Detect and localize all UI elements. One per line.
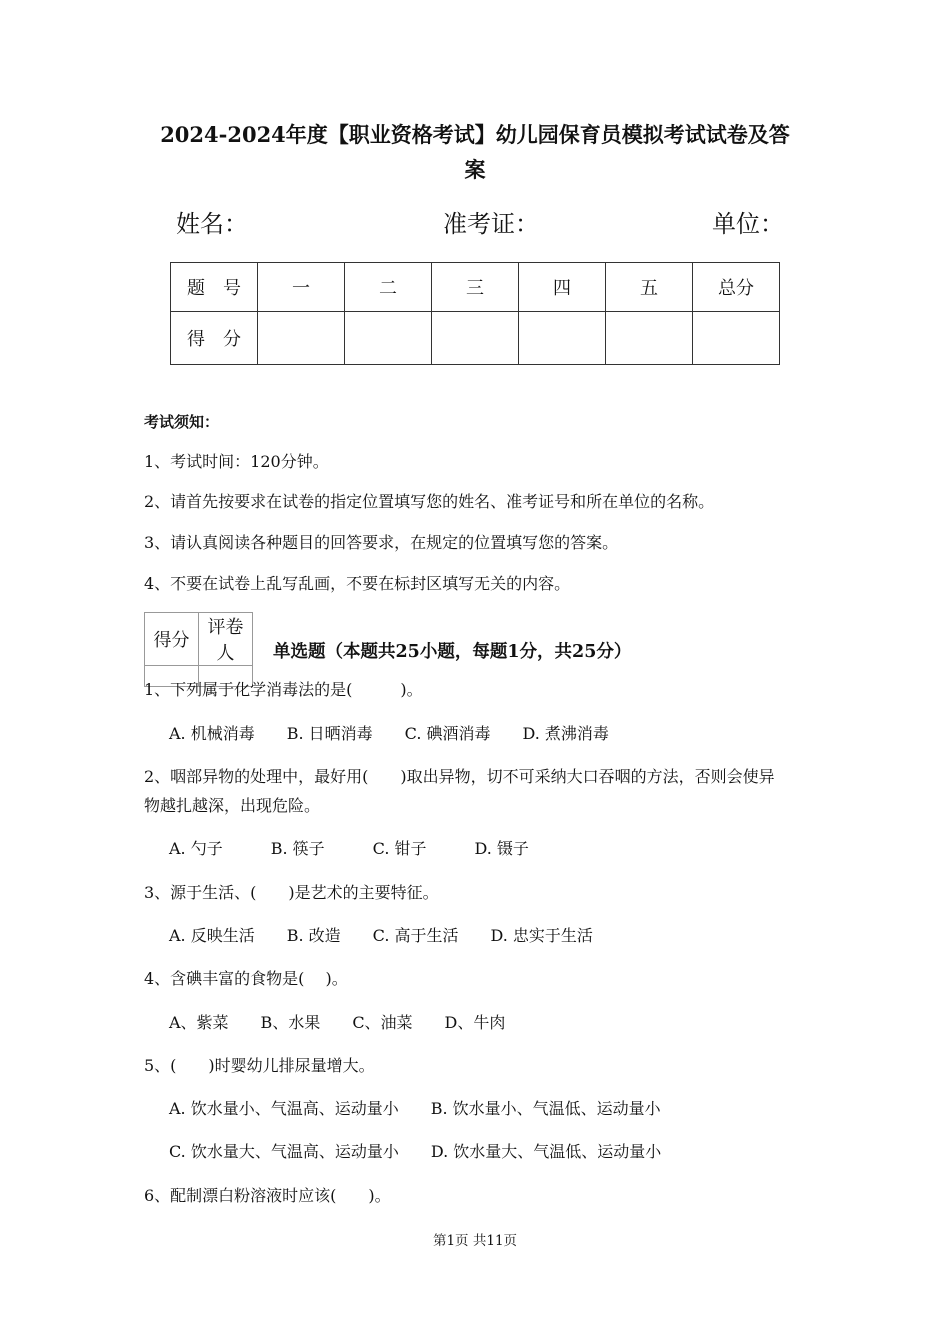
score-table-score-row [171, 312, 780, 365]
doc-title-line2: 案 [464, 157, 486, 182]
score-header-cell: 题 号 [171, 263, 258, 312]
question-stem: 物越扎越深，出现危险。 [144, 796, 321, 815]
doc-title-line1: 2024-2024年度【职业资格考试】幼儿园保育员模拟考试试卷及答 [160, 122, 790, 147]
question-stem: 2、咽部异物的处理中，最好用( )取出异物，切不可采纳大口吞咽的方法，否则会使异 [144, 767, 775, 786]
question-options: C. 饮水量大、气温高、运动量小 D. 饮水量大、气温低、运动量小 [169, 1142, 662, 1161]
question-stem: 6、配制漂白粉溶液时应该( )。 [144, 1186, 391, 1205]
notice-item: 1、考试时间：120分钟。 [144, 452, 329, 471]
notice-item: 3、请认真阅读各种题目的回答要求，在规定的位置填写您的答案。 [144, 533, 619, 552]
question-stem: 4、含碘丰富的食物是( )。 [144, 969, 348, 988]
score-input-cell[interactable] [693, 312, 780, 365]
score-input-cell[interactable] [519, 312, 606, 365]
page-footer: 第1页 共11页 [432, 1233, 518, 1249]
grader-score-label: 得分 [145, 613, 199, 666]
question-stem: 3、源于生活、( )是艺术的主要特征。 [144, 883, 439, 902]
score-header-cell: 五 [606, 263, 693, 312]
score-header-cell: 二 [345, 263, 432, 312]
score-input-cell[interactable] [432, 312, 519, 365]
question-options: A. 反映生活 B. 改造 C. 高于生活 D. 忠实于生活 [169, 926, 593, 945]
score-row-label: 得 分 [171, 312, 258, 365]
grader-box [144, 612, 253, 687]
score-header-cell: 总分 [693, 263, 780, 312]
score-input-cell[interactable] [606, 312, 693, 365]
name-label: 姓名： [176, 210, 248, 238]
score-table-header-row [171, 263, 780, 312]
notice-item: 4、不要在试卷上乱写乱画，不要在标封区填写无关的内容。 [144, 574, 571, 593]
notice-heading: 考试须知： [144, 413, 220, 431]
section-title: 单选题（本题共25小题，每题1分，共25分） [273, 642, 632, 662]
score-table [170, 262, 780, 365]
score-header-cell: 三 [432, 263, 519, 312]
question-options: A. 饮水量小、气温高、运动量小 B. 饮水量小、气温低、运动量小 [169, 1099, 661, 1118]
question-options: A. 勺子 B. 筷子 C. 钳子 D. 镊子 [169, 839, 529, 858]
score-header-cell: 四 [519, 263, 606, 312]
notice-item: 2、请首先按要求在试卷的指定位置填写您的姓名、准考证号和所在单位的名称。 [144, 492, 715, 511]
question-stem: 1、下列属于化学消毒法的是( )。 [144, 680, 423, 699]
unit-label: 单位： [712, 210, 784, 238]
score-header-cell: 一 [258, 263, 345, 312]
score-input-cell[interactable] [345, 312, 432, 365]
question-options: A. 机械消毒 B. 日晒消毒 C. 碘酒消毒 D. 煮沸消毒 [169, 724, 609, 743]
exam-id-label: 准考证： [443, 210, 539, 238]
question-options: A、紫菜 B、水果 C、油菜 D、牛肉 [169, 1013, 506, 1032]
score-input-cell[interactable] [258, 312, 345, 365]
grader-name-label: 评卷人 [199, 613, 253, 666]
question-stem: 5、( )时婴幼儿排尿量增大。 [144, 1056, 375, 1075]
